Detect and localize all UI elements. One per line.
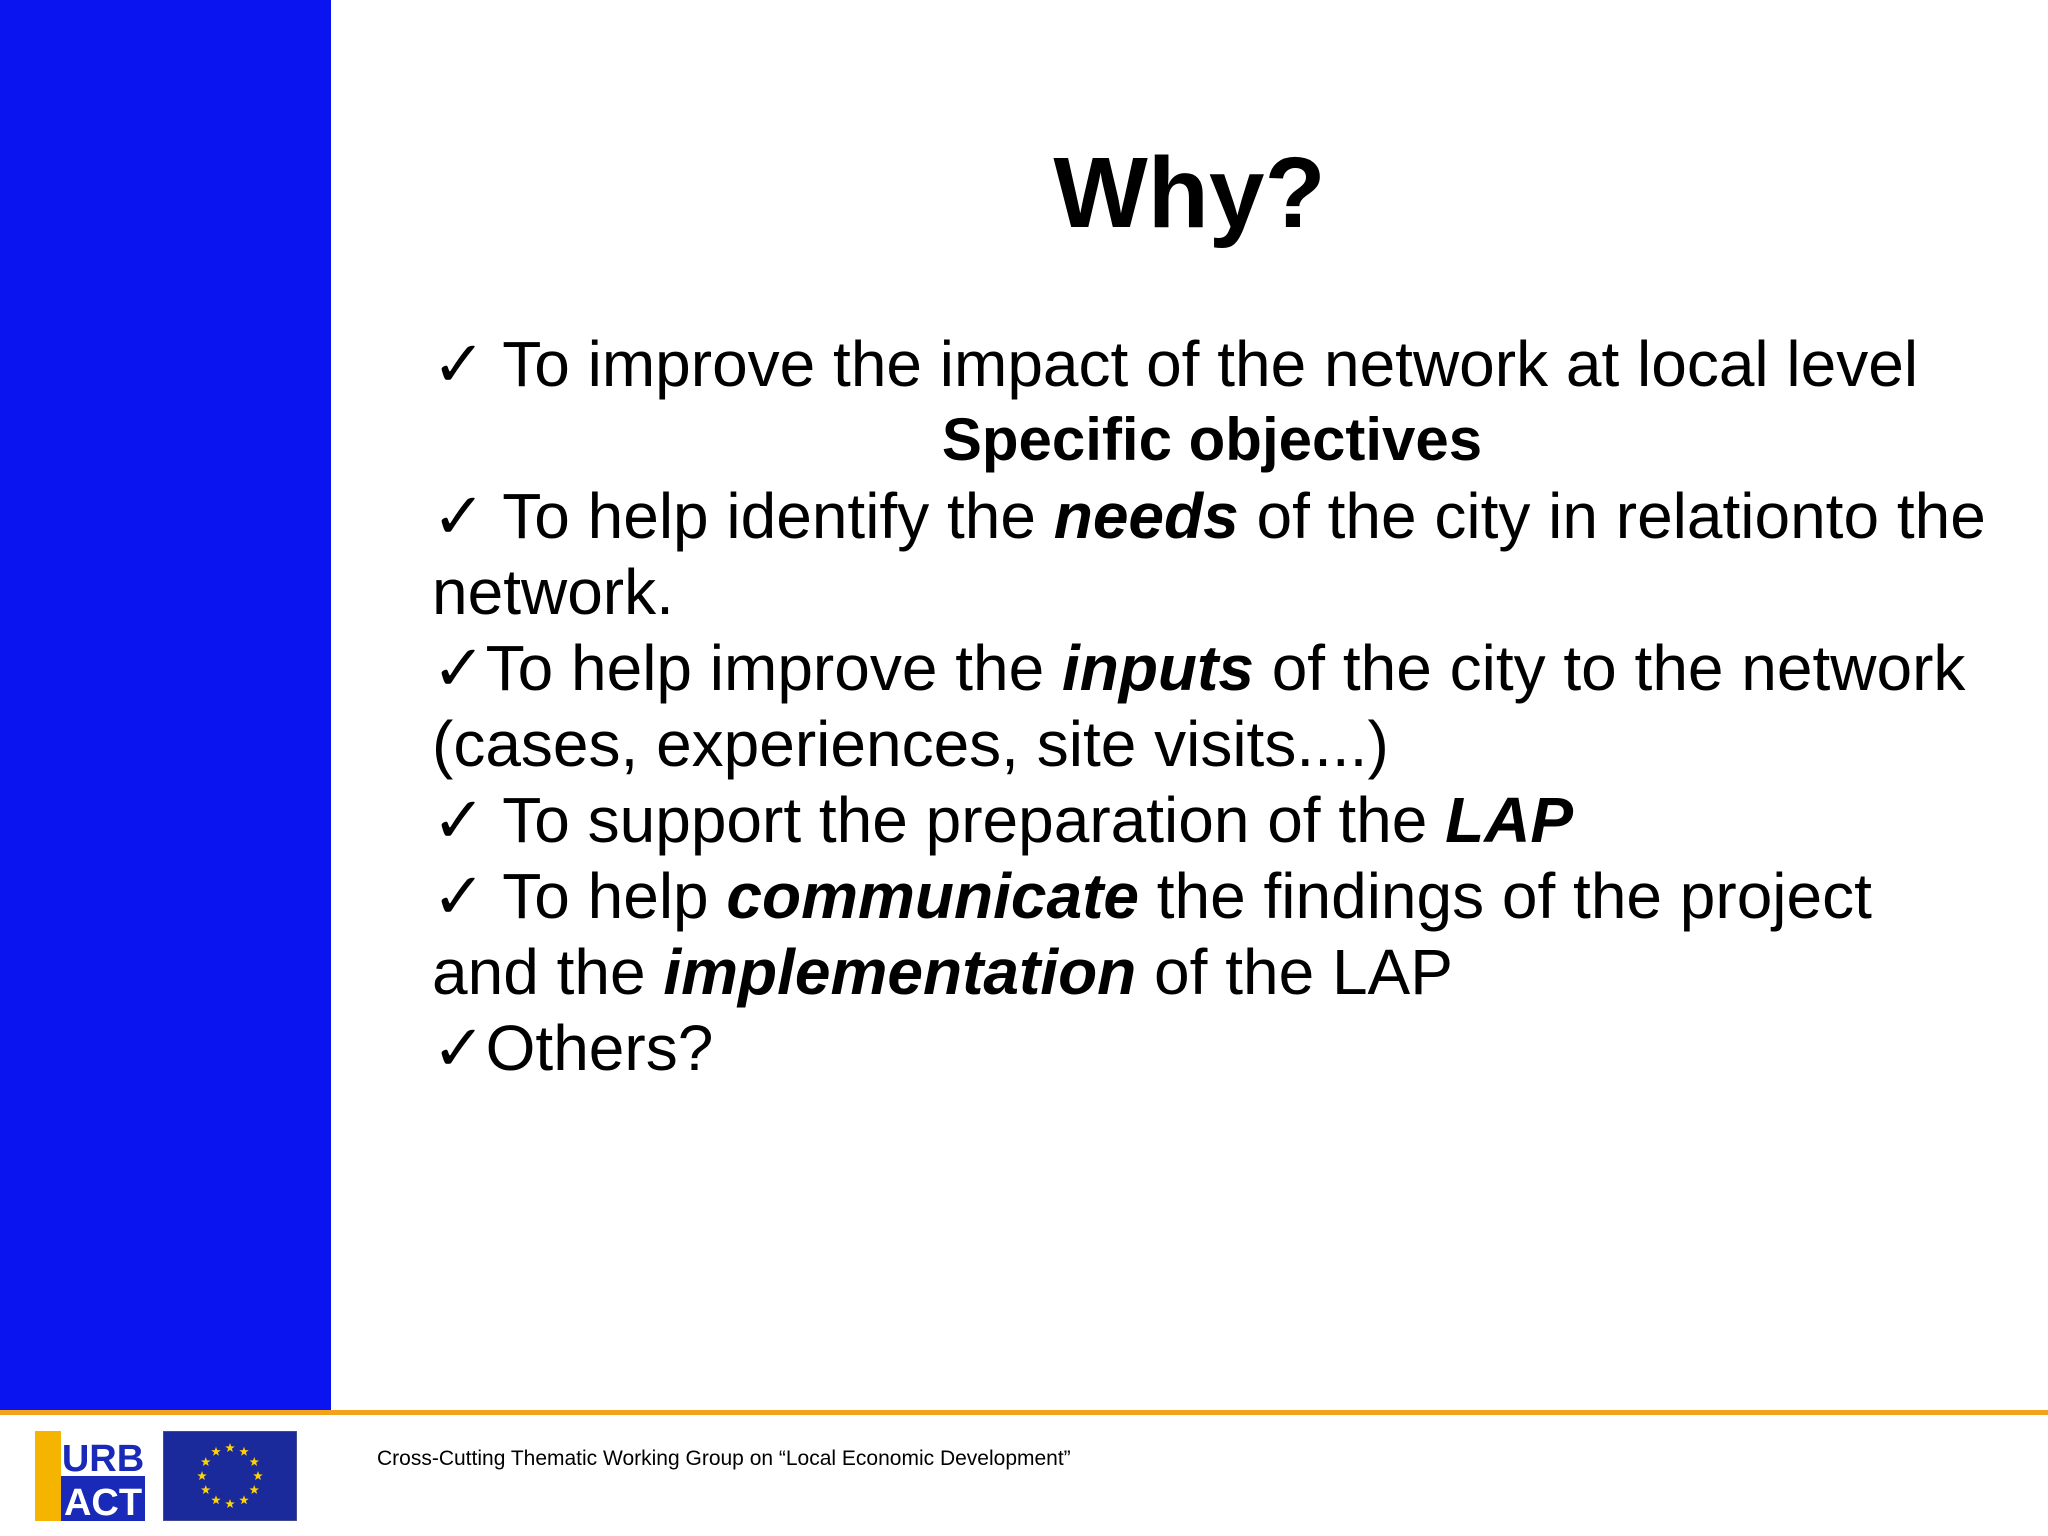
check-mark-icon: ✓ (432, 328, 486, 400)
bullet-improve-impact: ✓ To improve the impact of the network at local level (432, 328, 1919, 400)
check-mark-icon: ✓ (432, 480, 486, 552)
check-mark-icon: ✓ (432, 860, 486, 932)
check-mark-icon: ✓ (432, 632, 486, 704)
urbact-logo (35, 1431, 145, 1521)
bullet-support-lap: ✓ To support the preparation of the LAP (432, 784, 1574, 856)
bullet-identify-needs: ✓ To help identify the needs of the city in relationto the network. (432, 480, 1986, 628)
footer-divider (0, 1410, 2048, 1415)
slide-title: Why? (1053, 137, 1326, 249)
bullet-improve-inputs: ✓To help improve the inputs of the city to the network (cases, experiences, site visits....) (432, 632, 1966, 780)
left-blue-band (0, 0, 331, 1410)
svg-text:URB: URB (61, 1438, 145, 1480)
bullet-communicate: ✓ To help communicate the findings of the project and the implementation of the LAP (432, 860, 1872, 1008)
svg-text:ACT: ACT (63, 1482, 143, 1521)
check-mark-icon: ✓ (432, 784, 486, 856)
sub-heading: Specific objectives (941, 406, 1483, 473)
bullet-others: ✓Others? (432, 1012, 714, 1084)
check-mark-icon: ✓ (432, 1012, 486, 1084)
footer-caption: Cross-Cutting Thematic Working Group on “Local Economic Development” (377, 1447, 1071, 1470)
eu-flag-icon (163, 1431, 297, 1521)
slide-body (432, 326, 1992, 1086)
